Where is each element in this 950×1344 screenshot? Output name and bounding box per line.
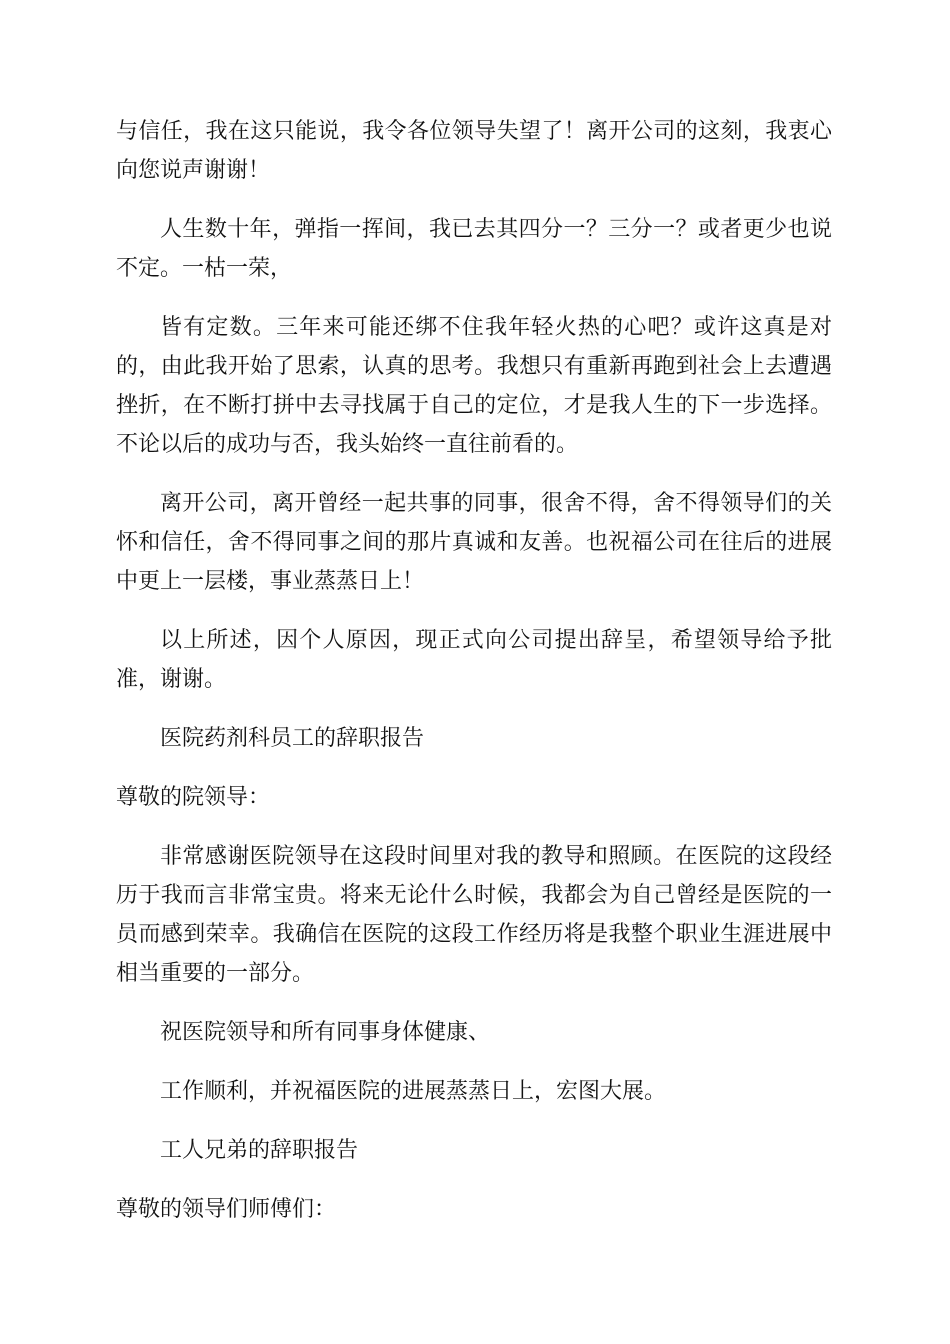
section-title-worker: 工人兄弟的辞职报告	[160, 1138, 359, 1163]
section-title-hospital: 医院药剂科员工的辞职报告	[160, 726, 425, 751]
paragraph-farewell: 离开公司，离开曾经一起共事的同事，很舍不得，舍不得领导们的关怀和信任，舍不得同事之间的那片真诚和友善。也祝福公司在往后的进展中更上一层楼，事业蒸蒸日上！	[116, 491, 832, 594]
paragraph-continuation: 与信任，我在这只能说，我令各位领导失望了！离开公司的这刻，我衷心向您说声谢谢！	[116, 119, 832, 183]
paragraph-wish-1: 祝医院领导和所有同事身体健康、	[160, 1020, 491, 1045]
salutation-hospital: 尊敬的院领导：	[116, 785, 271, 810]
paragraph-reflection: 皆有定数。三年来可能还绑不住我年轻火热的心吧？或许这真是对的，由此我开始了思索，认真的思考。我想只有重新再跑到社会上去遭遇挫折，在不断打拼中去寻找属于自己的定位，才是我人生的下一步选择。不论以后的成功与否，我头始终一直往前看的。	[116, 315, 832, 457]
paragraph-request: 以上所述，因个人原因，现正式向公司提出辞呈，希望领导给予批准，谢谢。	[116, 628, 832, 692]
paragraph-thanks: 非常感谢医院领导在这段时间里对我的教导和照顾。在医院的这段经历于我而言非常宝贵。将来无论什么时候，我都会为自己曾经是医院的一员而感到荣幸。我确信在医院的这段工作经历将是我整个职业生涯进展中相当重要的一部分。	[116, 844, 832, 986]
salutation-worker: 尊敬的领导们师傅们：	[116, 1197, 337, 1222]
paragraph-life: 人生数十年，弹指一挥间，我已去其四分一？三分一？或者更少也说不定。一枯一荣，	[116, 217, 832, 281]
paragraph-wish-2: 工作顺利，并祝福医院的进展蒸蒸日上，宏图大展。	[160, 1079, 667, 1104]
document-body	[116, 112, 832, 1249]
